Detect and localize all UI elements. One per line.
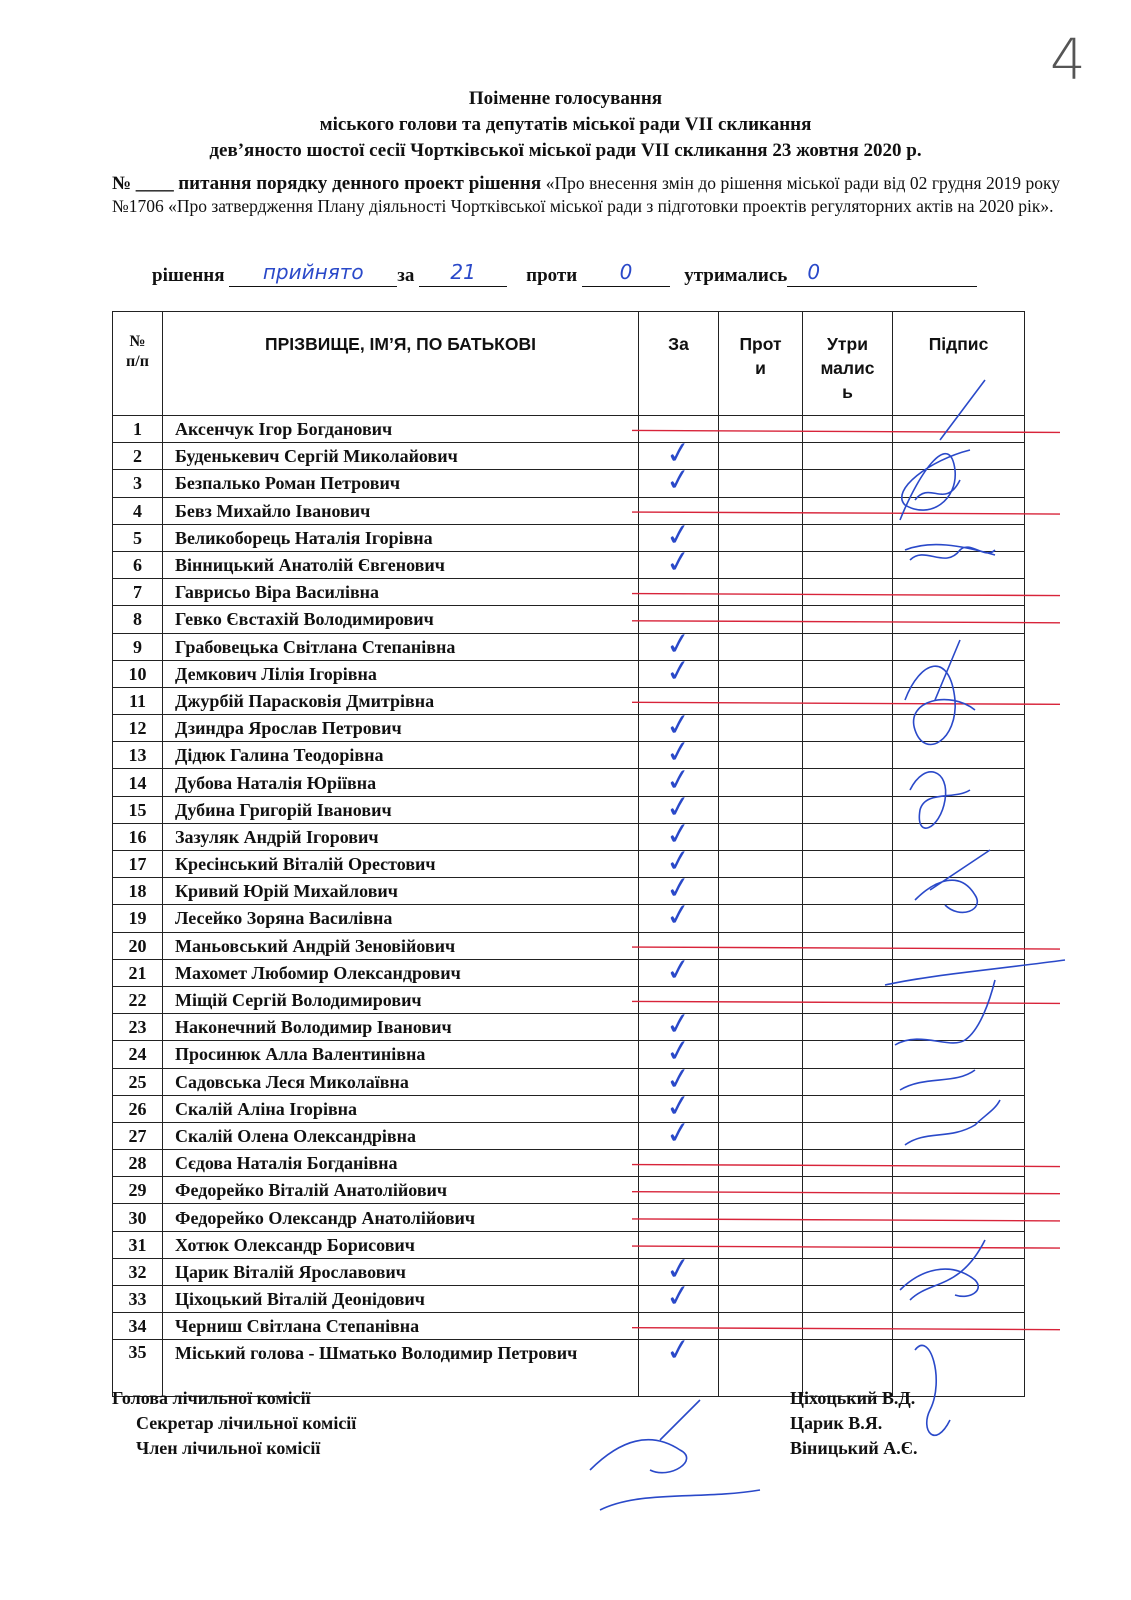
- vote-for-cell: [639, 1277, 719, 1316]
- signature-cell: [893, 579, 1025, 606]
- row-number: 17: [113, 851, 163, 878]
- deputy-name: Джурбій Парасковія Дмитрівна: [163, 687, 639, 714]
- deputy-name: Наконечний Володимир Іванович: [163, 1014, 639, 1041]
- vote-against-cell: [719, 878, 803, 905]
- deputy-name: Федорейко Олександр Анатолійович: [163, 1204, 639, 1231]
- row-number: 34: [113, 1313, 163, 1340]
- against-value: 0: [619, 260, 633, 284]
- table-row: [113, 769, 1025, 796]
- agenda-bold-part: питання порядку денного проект рішення: [178, 173, 542, 194]
- deputy-name: Черниш Світлана Степанівна: [163, 1313, 639, 1340]
- row-number: 4: [113, 497, 163, 524]
- vote-abstained-cell: [803, 823, 893, 850]
- checkmark-icon: ✓: [663, 625, 694, 664]
- signature-cell: [893, 1041, 1025, 1068]
- signature-cell: [893, 1231, 1025, 1258]
- table-row: [113, 1313, 1025, 1340]
- row-number: 32: [113, 1258, 163, 1285]
- vote-against-cell: [719, 1041, 803, 1068]
- vote-against-cell: [719, 1068, 803, 1095]
- signature-cell: [893, 497, 1025, 524]
- table-row: [113, 1231, 1025, 1258]
- against-blank: [582, 260, 670, 287]
- checkmark-icon: ✓: [663, 1250, 694, 1289]
- vote-against-cell: [719, 687, 803, 714]
- deputy-name: Скалій Олена Олександрівна: [163, 1122, 639, 1149]
- vote-abstained-cell: [803, 1122, 893, 1149]
- vote-against-cell: [719, 1258, 803, 1285]
- row-number: 23: [113, 1014, 163, 1041]
- title-line-3: дев’яносто шостої сесії Чортківської міської ради VII скликання 23 жовтня 2020 р.: [209, 140, 922, 161]
- row-number: 19: [113, 905, 163, 932]
- vote-against-cell: [719, 1014, 803, 1041]
- deputy-name: Кривий Юрій Михайлович: [163, 878, 639, 905]
- table-row: [113, 524, 1025, 551]
- deputy-name: Маньовський Андрій Зеновійович: [163, 932, 639, 959]
- signature-scribble-11: [590, 1400, 760, 1510]
- title-line-1: Поіменне голосування: [468, 88, 663, 109]
- row-number: 16: [113, 823, 163, 850]
- vote-against-cell: [719, 551, 803, 578]
- vote-abstained-cell: [803, 1150, 893, 1177]
- table-row: [113, 851, 1025, 878]
- signature-cell: [893, 796, 1025, 823]
- row-number: 1: [113, 416, 163, 443]
- row-number: 35: [113, 1340, 163, 1397]
- vote-abstained-cell: [803, 687, 893, 714]
- checkmark-icon: ✓: [663, 1005, 694, 1044]
- row-number: 29: [113, 1177, 163, 1204]
- vote-against-cell: [719, 1122, 803, 1149]
- vote-abstained-cell: [803, 905, 893, 932]
- table-row: [113, 1122, 1025, 1149]
- table-row: [113, 905, 1025, 932]
- table-row: [113, 416, 1025, 443]
- signature-cell: [893, 823, 1025, 850]
- checkmark-icon: ✓: [663, 760, 694, 800]
- row-number: 15: [113, 796, 163, 823]
- vote-table: [112, 311, 1025, 1397]
- deputy-name: Просинюк Алла Валентинівна: [163, 1041, 639, 1068]
- checkmark-icon: ✓: [663, 543, 694, 582]
- vote-abstained-cell: [803, 1313, 893, 1340]
- vote-for-cell: [639, 1204, 719, 1231]
- vote-abstained-cell: [803, 1014, 893, 1041]
- vote-rows: [113, 416, 1025, 1397]
- vote-abstained-cell: [803, 551, 893, 578]
- vote-for-cell: [639, 1150, 719, 1177]
- deputy-name: Безпалько Роман Петрович: [163, 470, 639, 497]
- table-row: [113, 443, 1025, 470]
- counting-member-label: Член лічильної комісії: [136, 1438, 321, 1458]
- row-number: 9: [113, 633, 163, 660]
- vote-against-cell: [719, 959, 803, 986]
- agenda-description: «Про внесення змін до рішення міської ради від 02 грудня 2019 року №1706 «Про затвердження Плану діяльності Чортківської міської ради з підготовки проектів регуляторних актів на 2020 рік».: [112, 173, 1061, 216]
- vote-abstained-cell: [803, 715, 893, 742]
- row-number: 6: [113, 551, 163, 578]
- signature-cell: [893, 524, 1025, 551]
- deputy-name: Сєдова Наталія Богданівна: [163, 1150, 639, 1177]
- deputy-name: Дубова Наталія Юріївна: [163, 769, 639, 796]
- table-row: [113, 660, 1025, 687]
- deputy-name: Царик Віталій Ярославович: [163, 1258, 639, 1285]
- row-number: 7: [113, 579, 163, 606]
- vote-abstained-cell: [803, 959, 893, 986]
- vote-against-cell: [719, 524, 803, 551]
- deputy-name: Бевз Михайло Іванович: [163, 497, 639, 524]
- table-row: [113, 959, 1025, 986]
- header-signature: Підпис: [893, 312, 1025, 416]
- table-row: [113, 1177, 1025, 1204]
- checkmark-icon: ✓: [663, 733, 694, 772]
- vote-abstained-cell: [803, 524, 893, 551]
- for-label: за: [397, 265, 415, 286]
- vote-against-cell: [719, 1177, 803, 1204]
- deputy-name: Дзиндра Ярослав Петрович: [163, 715, 639, 742]
- checkmark-icon: ✓: [663, 706, 694, 745]
- signature-cell: [893, 443, 1025, 470]
- vote-abstained-cell: [803, 443, 893, 470]
- vote-abstained-cell: [803, 606, 893, 633]
- row-number: 33: [113, 1286, 163, 1313]
- vote-against-cell: [719, 497, 803, 524]
- signature-cell: [893, 1177, 1025, 1204]
- counting-chair-label: Голова лічильної комісії: [112, 1388, 311, 1408]
- checkmark-icon: ✓: [663, 815, 694, 854]
- signature-cell: [893, 1258, 1025, 1285]
- vote-abstained-cell: [803, 1095, 893, 1122]
- checkmark-icon: ✓: [663, 1087, 694, 1126]
- vote-against-cell: [719, 769, 803, 796]
- agenda-number-label: №: [112, 173, 132, 194]
- vote-for-cell: [639, 461, 719, 501]
- decision-blank: [229, 260, 397, 287]
- vote-for-cell: [639, 1177, 719, 1204]
- deputy-name: Федорейко Віталій Анатолійович: [163, 1177, 639, 1204]
- for-value: 21: [450, 260, 476, 284]
- vote-against-cell: [719, 1313, 803, 1340]
- vote-abstained-cell: [803, 878, 893, 905]
- vote-abstained-cell: [803, 470, 893, 497]
- table-row: [113, 1095, 1025, 1122]
- vote-abstained-cell: [803, 851, 893, 878]
- signature-cell: [893, 1150, 1025, 1177]
- vote-against-cell: [719, 633, 803, 660]
- vote-abstained-cell: [803, 416, 893, 443]
- vote-against-cell: [719, 1231, 803, 1258]
- signature-cell: [893, 1014, 1025, 1041]
- signature-cell: [893, 851, 1025, 878]
- signature-cell: [893, 687, 1025, 714]
- deputy-name: Грабовецька Світлана Степанівна: [163, 633, 639, 660]
- table-row: [113, 1150, 1025, 1177]
- vote-abstained-cell: [803, 1068, 893, 1095]
- row-number: 28: [113, 1150, 163, 1177]
- deputy-name: Ціхоцький Віталій Деонідович: [163, 1286, 639, 1313]
- table-row: [113, 633, 1025, 660]
- vote-against-cell: [719, 986, 803, 1013]
- checkmark-icon: ✓: [663, 788, 694, 827]
- counting-secretary-name: Царик В.Я.: [790, 1413, 883, 1433]
- checkmark-icon: ✓: [663, 896, 694, 936]
- signature-cell: [893, 470, 1025, 497]
- vote-abstained-cell: [803, 769, 893, 796]
- row-number: 20: [113, 932, 163, 959]
- checkmark-icon: ✓: [663, 951, 694, 990]
- vote-abstained-cell: [803, 1231, 893, 1258]
- deputy-name: Аксенчук Ігор Богданович: [163, 416, 639, 443]
- signature-cell: [893, 715, 1025, 742]
- checkmark-icon: ✓: [663, 869, 694, 908]
- vote-against-cell: [719, 443, 803, 470]
- vote-abstained-cell: [803, 633, 893, 660]
- signature-cell: [893, 878, 1025, 905]
- vote-abstained-cell: [803, 986, 893, 1013]
- signature-cell: [893, 1122, 1025, 1149]
- checkmark-icon: ✓: [663, 1331, 694, 1370]
- vote-against-cell: [719, 470, 803, 497]
- deputy-name: Вінницький Анатолій Євгенович: [163, 551, 639, 578]
- table-row: [113, 1204, 1025, 1231]
- counting-member-name: Віницький А.Є.: [790, 1438, 918, 1458]
- table-row: [113, 551, 1025, 578]
- table-row: [113, 823, 1025, 850]
- vote-abstained-cell: [803, 1177, 893, 1204]
- checkmark-icon: ✓: [663, 461, 694, 501]
- signature-cell: [893, 660, 1025, 687]
- row-number: 5: [113, 524, 163, 551]
- deputy-name: Демкович Лілія Ігорівна: [163, 660, 639, 687]
- vote-for-cell: [639, 951, 719, 990]
- vote-against-cell: [719, 823, 803, 850]
- deputy-name: Махомет Любомир Олександрович: [163, 959, 639, 986]
- signature-cell: [893, 1313, 1025, 1340]
- deputy-name: Великоборець Наталія Ігорівна: [163, 524, 639, 551]
- agenda-number-blank: ____: [135, 173, 174, 194]
- vote-for-cell: [639, 543, 719, 582]
- vote-abstained-cell: [803, 796, 893, 823]
- table-row: [113, 715, 1025, 742]
- row-number: 27: [113, 1122, 163, 1149]
- vote-against-cell: [719, 905, 803, 932]
- deputy-name: Хотюк Олександр Борисович: [163, 1231, 639, 1258]
- vote-for-cell: [639, 1114, 719, 1153]
- row-number: 10: [113, 660, 163, 687]
- signature-cell: [893, 416, 1025, 443]
- signature-cell: [893, 606, 1025, 633]
- abstained-label: утримались: [684, 265, 788, 286]
- header-for: За: [639, 312, 719, 416]
- row-number: 14: [113, 769, 163, 796]
- signature-cell: [893, 1068, 1025, 1095]
- checkmark-icon: ✓: [663, 516, 694, 555]
- vote-against-cell: [719, 606, 803, 633]
- checkmark-icon: ✓: [663, 1114, 694, 1153]
- vote-abstained-cell: [803, 1041, 893, 1068]
- table-row: [113, 742, 1025, 769]
- row-number: 8: [113, 606, 163, 633]
- deputy-name: Буденькевич Сергій Миколайович: [163, 443, 639, 470]
- row-number: 3: [113, 470, 163, 497]
- table-row: [113, 1068, 1025, 1095]
- row-number: 26: [113, 1095, 163, 1122]
- header-name: ПРІЗВИЩЕ, ІМ’Я, ПО БАТЬКОВІ: [163, 312, 639, 416]
- deputy-name: Скалій Аліна Ігорівна: [163, 1095, 639, 1122]
- row-number: 25: [113, 1068, 163, 1095]
- table-row: [113, 1258, 1025, 1285]
- table-row: [113, 606, 1025, 633]
- row-number: 30: [113, 1204, 163, 1231]
- row-number: 12: [113, 715, 163, 742]
- deputy-name: Міщій Сергій Володимирович: [163, 986, 639, 1013]
- header-num: № п/п: [113, 312, 163, 416]
- decision-label: рішення: [152, 265, 225, 286]
- signature-cell: [893, 932, 1025, 959]
- table-row: [113, 1041, 1025, 1068]
- vote-abstained-cell: [803, 932, 893, 959]
- for-blank: [419, 260, 507, 287]
- row-number: 24: [113, 1041, 163, 1068]
- vote-against-cell: [719, 851, 803, 878]
- deputy-name: Зазуляк Андрій Ігорович: [163, 823, 639, 850]
- signature-cell: [893, 633, 1025, 660]
- table-row: [113, 497, 1025, 524]
- deputy-name: Садовська Леся Миколаївна: [163, 1068, 639, 1095]
- vote-against-cell: [719, 796, 803, 823]
- deputy-name: Міський голова - Шматько Володимир Петрович: [163, 1340, 639, 1397]
- table-row: [113, 687, 1025, 714]
- vote-against-cell: [719, 416, 803, 443]
- table-row: [113, 878, 1025, 905]
- deputy-name: Гаврисьо Віра Василівна: [163, 579, 639, 606]
- signature-cell: [893, 1286, 1025, 1313]
- header-abstained: Утри малис ь: [803, 312, 893, 416]
- checkmark-icon: ✓: [663, 652, 694, 691]
- table-row: [113, 1014, 1025, 1041]
- decision-value: прийнято: [262, 260, 364, 284]
- row-number: 18: [113, 878, 163, 905]
- title-line-2: міського голови та депутатів міської ради VII скликання: [319, 114, 812, 135]
- vote-for-cell: [639, 652, 719, 691]
- against-label: проти: [526, 265, 578, 286]
- vote-against-cell: [719, 660, 803, 687]
- table-row: [113, 1286, 1025, 1313]
- vote-abstained-cell: [803, 1286, 893, 1313]
- vote-abstained-cell: [803, 742, 893, 769]
- signature-cell: [893, 905, 1025, 932]
- checkmark-icon: ✓: [663, 1277, 694, 1316]
- vote-against-cell: [719, 742, 803, 769]
- vote-abstained-cell: [803, 1204, 893, 1231]
- vote-against-cell: [719, 1286, 803, 1313]
- vote-for-cell: [639, 1331, 719, 1397]
- vote-for-cell: [639, 896, 719, 936]
- deputy-name: Лесейко Зоряна Василівна: [163, 905, 639, 932]
- vote-abstained-cell: [803, 1258, 893, 1285]
- deputy-name: Гевко Євстахій Володимирович: [163, 606, 639, 633]
- agenda-item-text: [112, 172, 1060, 217]
- checkmark-icon: ✓: [663, 1032, 694, 1071]
- header-against: Прот и: [719, 312, 803, 416]
- table-row: [113, 579, 1025, 606]
- vote-against-cell: [719, 579, 803, 606]
- signature-cell: [893, 742, 1025, 769]
- counting-chair-name: Ціхоцький В.Д.: [790, 1388, 916, 1408]
- vote-against-cell: [719, 932, 803, 959]
- table-row: [113, 932, 1025, 959]
- vote-abstained-cell: [803, 497, 893, 524]
- row-number: 22: [113, 986, 163, 1013]
- deputy-name: Дубина Григорій Іванович: [163, 796, 639, 823]
- vote-result-line: [152, 260, 977, 287]
- deputy-name: Дідюк Галина Теодорівна: [163, 742, 639, 769]
- vote-against-cell: [719, 1150, 803, 1177]
- vote-against-cell: [719, 1095, 803, 1122]
- signature-cell: [893, 769, 1025, 796]
- page-number: 4: [1050, 28, 1086, 93]
- row-number: 31: [113, 1231, 163, 1258]
- signature-cell: [893, 1204, 1025, 1231]
- vote-abstained-cell: [803, 579, 893, 606]
- row-number: 2: [113, 443, 163, 470]
- abstained-blank: [787, 260, 977, 287]
- vote-for-cell: [639, 579, 719, 606]
- vote-against-cell: [719, 1204, 803, 1231]
- table-row: [113, 986, 1025, 1013]
- counting-secretary-label: Секретар лічильної комісії: [136, 1413, 357, 1433]
- table-row: [113, 796, 1025, 823]
- deputy-name: Кресінський Віталій Орестович: [163, 851, 639, 878]
- signature-cell: [893, 986, 1025, 1013]
- checkmark-icon: ✓: [663, 1060, 694, 1099]
- vote-abstained-cell: [803, 660, 893, 687]
- row-number: 13: [113, 742, 163, 769]
- signature-cell: [893, 1095, 1025, 1122]
- abstained-value: 0: [807, 260, 821, 284]
- table-row: [113, 470, 1025, 497]
- signature-cell: [893, 551, 1025, 578]
- signature-cell: [893, 959, 1025, 986]
- row-number: 21: [113, 959, 163, 986]
- checkmark-icon: ✓: [663, 434, 694, 473]
- vote-against-cell: [719, 715, 803, 742]
- checkmark-icon: ✓: [663, 842, 694, 881]
- row-number: 11: [113, 687, 163, 714]
- table-header-row: [113, 312, 1025, 416]
